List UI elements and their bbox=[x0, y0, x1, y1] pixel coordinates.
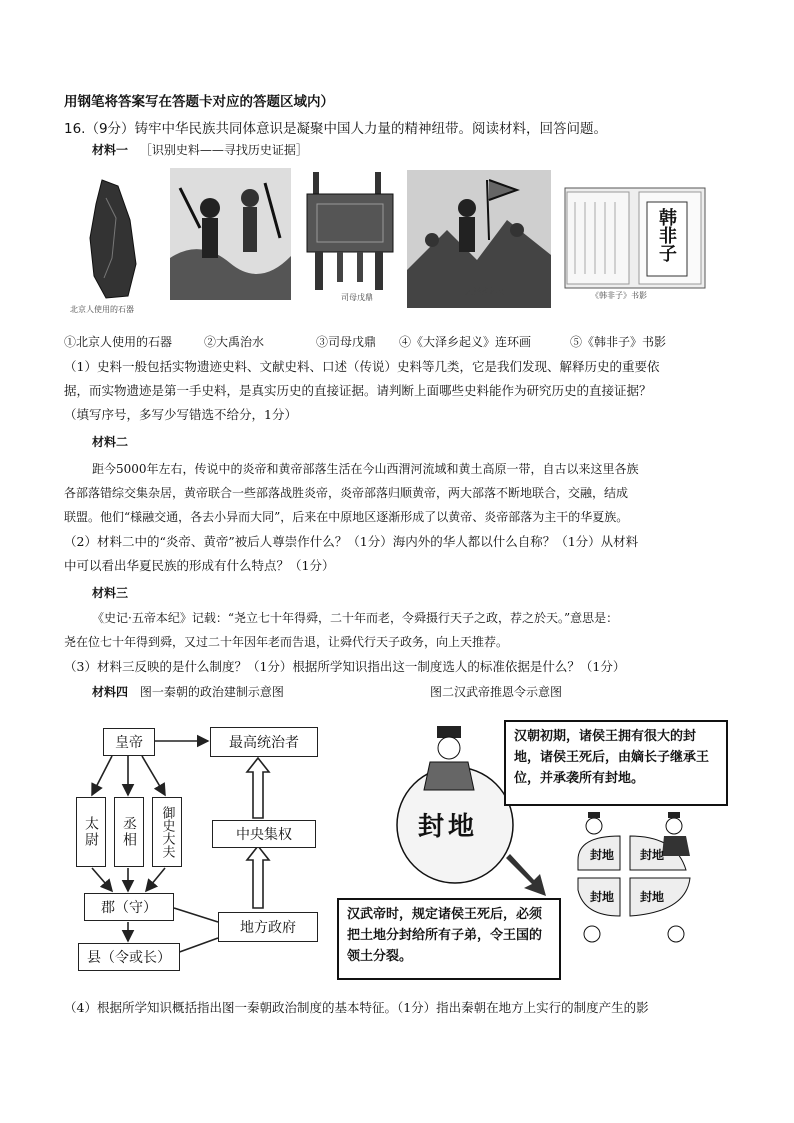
han-early-note: 汉朝初期，诸侯王拥有很大的封地，诸侯王死后，由嫡长子继承王位，并承袭所有封地。 bbox=[504, 720, 728, 806]
stone-tool-caption: 北京人使用的石器 bbox=[70, 305, 134, 314]
central-power-box: 中央集权 bbox=[212, 820, 316, 848]
material-three-label: 材料三 bbox=[92, 586, 129, 600]
xian-box: 县（令或长） bbox=[78, 943, 180, 971]
question-stem: 16.（9分）铸牢中华民族共同体意识是凝聚中国人力量的精神纽带。阅读材料，回答问题。 bbox=[64, 121, 608, 137]
book-title: 韩非子 bbox=[656, 208, 677, 262]
image-label-1: ①北京人使用的石器 bbox=[64, 335, 173, 349]
large-fief-label: 封地 bbox=[418, 812, 479, 842]
bronze-ding-caption: 司母戊鼎 bbox=[341, 293, 373, 302]
instruction-text: 用钢笔将答案写在答题卡对应的答题区域内） bbox=[64, 94, 334, 110]
q2-line-1: （2）材料二中的“炎帝、黄帝”被后人尊崇作什么？（1分）海内外的华人都以什么自称？（1分）从材料 bbox=[64, 534, 639, 549]
m2-line-3: 联盟。他们“様融交通，各去小异而大同”，后来在中原地区逐渐形成了以黄帝、炎帝部落为主干的华夏族。 bbox=[64, 510, 629, 524]
book-caption: 《韩非子》书影 bbox=[591, 291, 647, 300]
m2-line-1: 距今5000年左右，传说中的炎帝和黄帝部落生活在今山西渭河流域和黄土高原一带，自古以来这里各族 bbox=[92, 462, 639, 476]
q3-line-1: （3）材料三反映的是什么制度？（1分）根据所学知识指出这一制度选人的标准依据是什么？（1分） bbox=[64, 659, 626, 674]
q1-line-2: 据，而实物遗迹是第一手史料，是真实历史的直接证据。请判断上面哪些史料能作为研究历史的直接证据？ bbox=[64, 383, 652, 398]
small-fief-label-2: 封地 bbox=[640, 848, 665, 862]
han-wudi-note: 汉武帝时，规定诸侯王死后，必须把土地分封给所有子弟，令王国的领土分裂。 bbox=[337, 898, 561, 980]
fig1-title: 图一秦朝的政治建制示意图 bbox=[139, 685, 284, 699]
image-label-4: ④《大泽乡起义》连环画 bbox=[399, 335, 532, 349]
material-one-label: 材料一 bbox=[92, 143, 129, 157]
emperor-box: 皇帝 bbox=[103, 728, 155, 756]
supreme-ruler-box: 最高统治者 bbox=[210, 727, 318, 757]
chengxiang-box: 丞相 bbox=[114, 797, 144, 867]
uprising-caption: 大泽乡起义 bbox=[465, 287, 505, 296]
small-fief-label-4: 封地 bbox=[640, 890, 665, 904]
image-label-5: ⑤《韩非子》书影 bbox=[570, 335, 667, 349]
q1-line-1: （1）史料一般包括实物遗迹史料、文献史料、口述（传说）史料等几类，它是我们发现、解释历史的重要依 bbox=[64, 359, 660, 374]
material-four-label: 材料四 bbox=[92, 685, 129, 699]
m3-line-2: 尧在位七十年得到舜，又过二十年因年老而告退，让舜代行天子政务，向上天推荐。 bbox=[64, 635, 509, 649]
material-one-subtitle: ［识别史料——寻找历史证据］ bbox=[139, 143, 308, 157]
m3-line-1: 《史记·五帝本纪》记载：“尧立七十年得舜，二十年而老，令舜摄行天子之政，荐之於天。”意思是： bbox=[92, 611, 619, 625]
small-fief-label-1: 封地 bbox=[590, 848, 615, 862]
material-two-label: 材料二 bbox=[92, 435, 129, 449]
q2-line-2: 中可以看出华夏民族的形成有什么特点？（1分） bbox=[64, 558, 335, 573]
image-label-3: ③司母戊鼎 bbox=[316, 335, 377, 349]
q4-line-1: （4）根据所学知识概括指出图一秦朝政治制度的基本特征。（1分）指出秦朝在地方上实行的制度产生的影 bbox=[64, 1000, 649, 1015]
fig2-title: 图二汉武帝推恩令示意图 bbox=[430, 685, 563, 699]
q1-line-3: （填写序号，多写少写错选不给分，1分） bbox=[64, 407, 297, 422]
jun-box: 郡（守） bbox=[84, 893, 174, 921]
small-fief-label-3: 封地 bbox=[590, 890, 615, 904]
taiwei-box: 太尉 bbox=[76, 797, 106, 867]
m2-line-2: 各部落错综交集杂居，黄帝联合一些部落战胜炎帝，炎帝部落归顺黄帝，两大部落不断地联合，交融，结成 bbox=[64, 486, 629, 500]
yushi-box: 御史大夫 bbox=[152, 797, 182, 867]
local-government-box: 地方政府 bbox=[218, 912, 318, 942]
image-label-2: ②大禹治水 bbox=[204, 335, 265, 349]
